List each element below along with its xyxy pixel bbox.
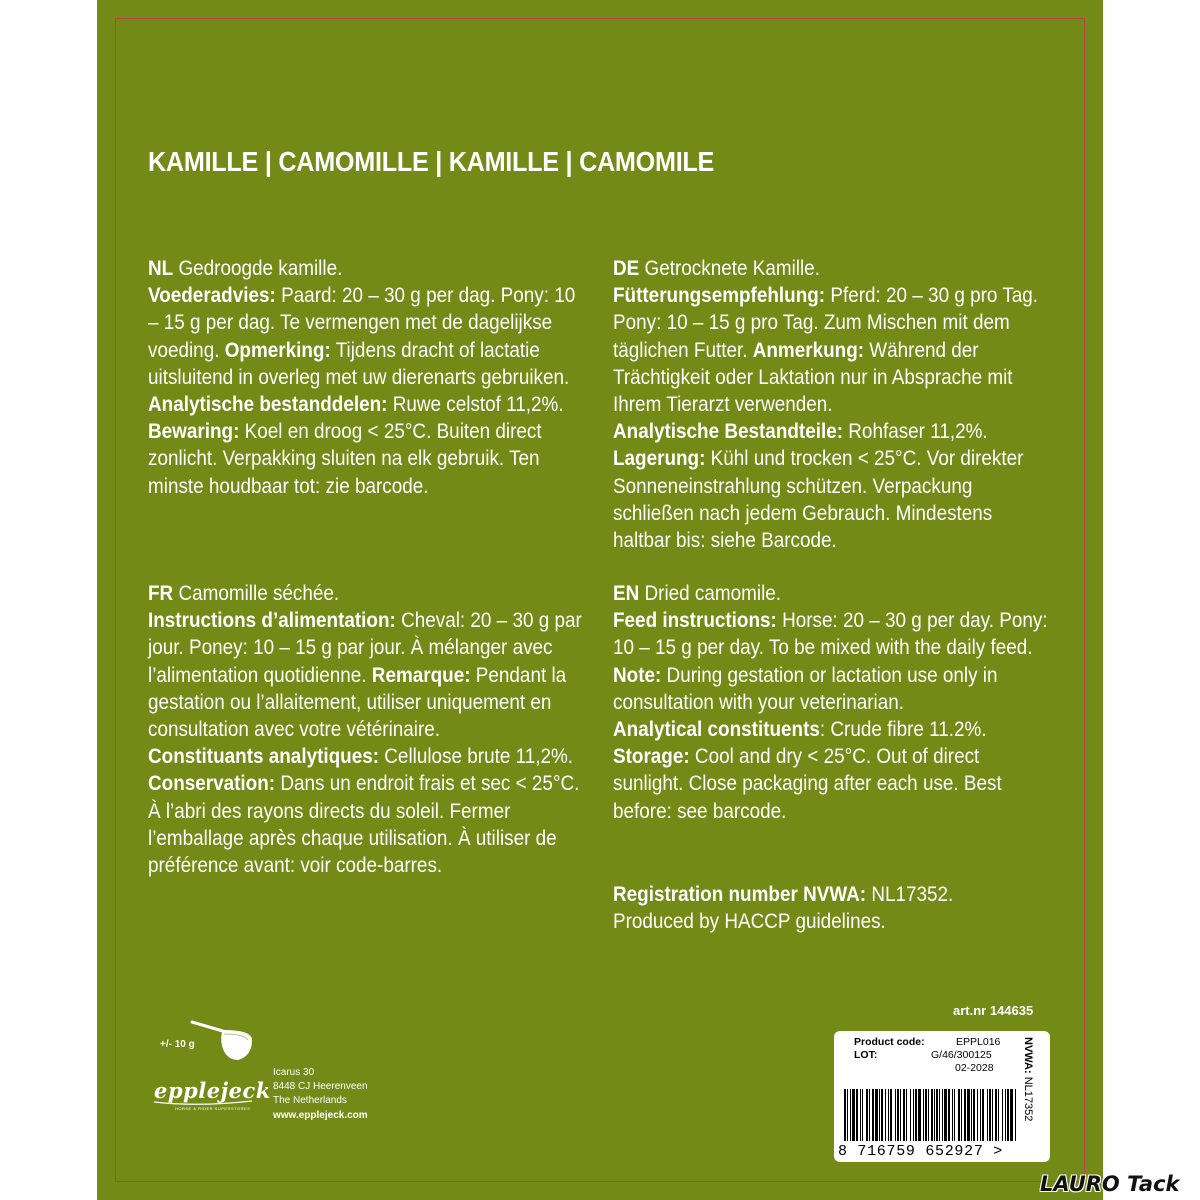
barcode-bar	[1002, 1089, 1003, 1141]
barcode-bar	[888, 1089, 889, 1141]
barcode-bar	[995, 1089, 997, 1141]
feed-label: Fütterungsempfehlung:	[613, 284, 826, 308]
barcode-bar	[939, 1089, 940, 1141]
barcode-bar	[973, 1089, 975, 1141]
haccp-note: Produced by HACCP guidelines.	[613, 910, 886, 934]
section-nl	[148, 255, 589, 500]
brand-tagline: HORSE & RIDER SUPERSTORES	[175, 1106, 251, 1111]
storage-label: Bewaring:	[148, 420, 240, 444]
barcode-bar	[958, 1089, 960, 1141]
barcode-bar	[934, 1089, 935, 1141]
brand-name: epplejeck	[154, 1078, 271, 1103]
registration-label: Registration number NVWA:	[613, 883, 867, 906]
intro: Dried camomile.	[639, 582, 782, 605]
barcode-bar	[879, 1089, 880, 1141]
barcode-bar	[918, 1089, 921, 1141]
section-en	[613, 580, 1054, 825]
barcode-bar	[844, 1089, 846, 1141]
barcode-bar	[900, 1089, 901, 1141]
feed-text: Pferd: 20 – 30 g pro Tag. Pony: 10 – 15 g pro Tag. Zum Mischen mit dem täglichen Futter.	[613, 284, 1039, 362]
barcode-bar	[980, 1089, 981, 1141]
barcode-bar	[998, 1089, 999, 1141]
barcode-bar	[971, 1089, 972, 1141]
registration-value: NL17352.	[866, 883, 954, 906]
barcode-bar	[885, 1089, 886, 1141]
expiry-date: 02-2028	[955, 1062, 994, 1074]
barcode-bar	[906, 1089, 907, 1141]
barcode-bar	[875, 1089, 878, 1141]
analysis-label: Analytische bestanddelen:	[148, 393, 388, 417]
website-link[interactable]: www.epplejeck.com	[273, 1109, 368, 1121]
barcode-bar	[897, 1089, 899, 1141]
analysis-text: Cellulose brute 11,2%.	[379, 745, 574, 769]
barcode-bar	[964, 1089, 966, 1141]
storage-text: Dans un endroit frais et sec < 25°C. À l’abri des rayons directs du soleil. Fermer l’emballage après chaque utilisation. À utiliser de préférence avant: voir code-barres.	[148, 772, 580, 878]
barcode-bar	[872, 1089, 874, 1141]
barcode-bar	[987, 1089, 988, 1141]
barcode-bar	[989, 1089, 991, 1141]
barcode-bar	[890, 1089, 892, 1141]
barcode-bar	[850, 1089, 851, 1141]
lang-code: DE	[613, 257, 640, 280]
note-text: Pendant la gestation ou l’allaitement, utiliser uniquement en consultation avec votre vétérinaire.	[148, 663, 567, 742]
barcode-bar	[942, 1089, 943, 1141]
barcode-bar	[948, 1089, 950, 1141]
product-code-key: Product code:	[854, 1036, 925, 1048]
barcode-bar	[931, 1089, 933, 1141]
barcode-bar	[944, 1089, 947, 1141]
feed-text: Paard: 20 – 30 g per dag. Pony: 10 – 15 g per dag. Te vermengen met de dagelijkse voeding.	[148, 284, 576, 362]
address-line: 8448 CJ Heerenveen	[273, 1081, 368, 1093]
scoop-label: +/- 10 g	[160, 1039, 195, 1050]
barcode-bar	[869, 1089, 870, 1141]
feed-label: Voederadvies:	[148, 284, 276, 308]
nvwa-value: NL17352	[1022, 1073, 1034, 1122]
barcode-bar	[1015, 1089, 1016, 1141]
section-fr	[148, 580, 589, 879]
analysis-text: : Crude fibre 11.2%.	[819, 718, 987, 742]
barcode-bar	[856, 1089, 858, 1141]
watermark: LAURO Tack	[1040, 1172, 1180, 1196]
barcode-bar	[952, 1089, 953, 1141]
barcode-bar	[925, 1089, 927, 1141]
feed-text: Horse: 20 – 30 g per day. Pony: 10 – 15 g per day. To be mixed with the daily feed.	[613, 609, 1048, 660]
intro: Gedroogde kamille.	[173, 257, 343, 280]
address-line: Icarus 30	[273, 1067, 315, 1078]
storage-text: Cool and dry < 25°C. Out of direct sunlight. Close packaging after each use. Best before: see barcode.	[613, 745, 1002, 823]
barcode-bar	[936, 1089, 938, 1141]
nvwa-key: NVWA:	[1022, 1037, 1034, 1074]
analysis-label: Constituants analytiques:	[148, 745, 380, 769]
barcode-bar	[913, 1089, 914, 1141]
storage-label: Storage:	[613, 745, 690, 769]
analysis-label: Analytische Bestandteile:	[613, 420, 844, 444]
lang-code: EN	[613, 582, 640, 605]
note-label: Anmerkung:	[752, 338, 865, 362]
barcode	[842, 1089, 1020, 1141]
barcode-bar	[967, 1089, 970, 1141]
storage-text: Koel en droog < 25°C. Buiten direct zonlicht. Verpakking sluiten na elk gebruik. Ten minste houdbaar tot: zie barcode.	[148, 420, 542, 498]
analysis-text: Rohfaser 11,2%.	[843, 420, 988, 444]
storage-label: Conservation:	[148, 772, 276, 796]
lang-code: FR	[148, 582, 174, 605]
product-code-value: EPPL016	[956, 1036, 1001, 1048]
storage-label: Lagerung:	[613, 447, 706, 471]
note-text: During gestation or lactation use only in consultation with your veterinarian.	[613, 663, 998, 714]
barcode-bar	[982, 1089, 984, 1141]
barcode-bar	[860, 1089, 861, 1141]
barcode-bar	[881, 1089, 883, 1141]
feed-label: Instructions d’alimentation:	[148, 609, 396, 633]
barcode-bar	[847, 1089, 848, 1141]
product-title: KAMILLE | CAMOMILLE | KAMILLE | CAMOMILE	[148, 146, 715, 177]
lang-code: NL	[148, 257, 174, 280]
intro: Getrocknete Kamille.	[639, 257, 820, 280]
barcode-bar	[852, 1089, 855, 1141]
analysis-label: Analytical constituents	[613, 718, 820, 742]
barcode-bar	[1010, 1089, 1013, 1141]
note-label: Remarque:	[371, 663, 471, 687]
note-label: Opmerking:	[224, 338, 331, 362]
barcode-bar	[961, 1089, 962, 1141]
feed-text: Cheval: 20 – 30 g par jour. Poney: 10 – 15 g par jour. À mélanger avec l’alimentation quotidienne.	[148, 609, 582, 687]
barcode-bar	[977, 1089, 978, 1141]
feed-label: Feed instructions:	[613, 609, 777, 633]
note-text: Tijdens dracht of lactatie uitsluitend in overleg met uw dierenarts gebruiken.	[148, 338, 570, 389]
lot-value: G/46/300125	[931, 1049, 992, 1061]
storage-text: Kühl und trocken < 25°C. Vor direkter Sonneneinstrahlung schützen. Verpackung schließen nach jedem Gebrauch. Mindestens haltbar bis: siehe Barcode.	[613, 447, 1024, 553]
barcode-digits: 8 716759 652927 >	[838, 1143, 1003, 1160]
note-text: Während der Trächtigkeit oder Laktation nur in Absprache mit Ihrem Tierarzt verwenden.	[613, 338, 1013, 417]
section-de	[613, 255, 1054, 554]
barcode-bar	[915, 1089, 917, 1141]
nvwa-vertical	[1024, 1037, 1044, 1157]
barcode-bar	[1007, 1089, 1009, 1141]
barcode-bar	[903, 1089, 905, 1141]
article-number: art.nr 144635	[953, 1003, 1034, 1018]
barcode-bar	[923, 1089, 924, 1141]
barcode-bar	[992, 1089, 993, 1141]
barcode-bar	[895, 1089, 896, 1141]
analysis-text: Ruwe celstof 11,2%.	[387, 393, 564, 417]
barcode-bar	[866, 1089, 868, 1141]
company-address	[273, 1066, 368, 1123]
barcode-bar	[862, 1089, 863, 1141]
barcode-bar	[928, 1089, 929, 1141]
address-line: The Netherlands	[273, 1095, 347, 1107]
barcode-bar	[954, 1089, 955, 1141]
registration-block	[613, 881, 1054, 935]
barcode-bar	[910, 1089, 911, 1141]
intro: Camomille séchée.	[173, 582, 340, 605]
product-label	[834, 1031, 1050, 1162]
barcode-bar	[1005, 1089, 1006, 1141]
lot-key: LOT:	[854, 1049, 878, 1061]
note-label: Note:	[613, 663, 662, 687]
